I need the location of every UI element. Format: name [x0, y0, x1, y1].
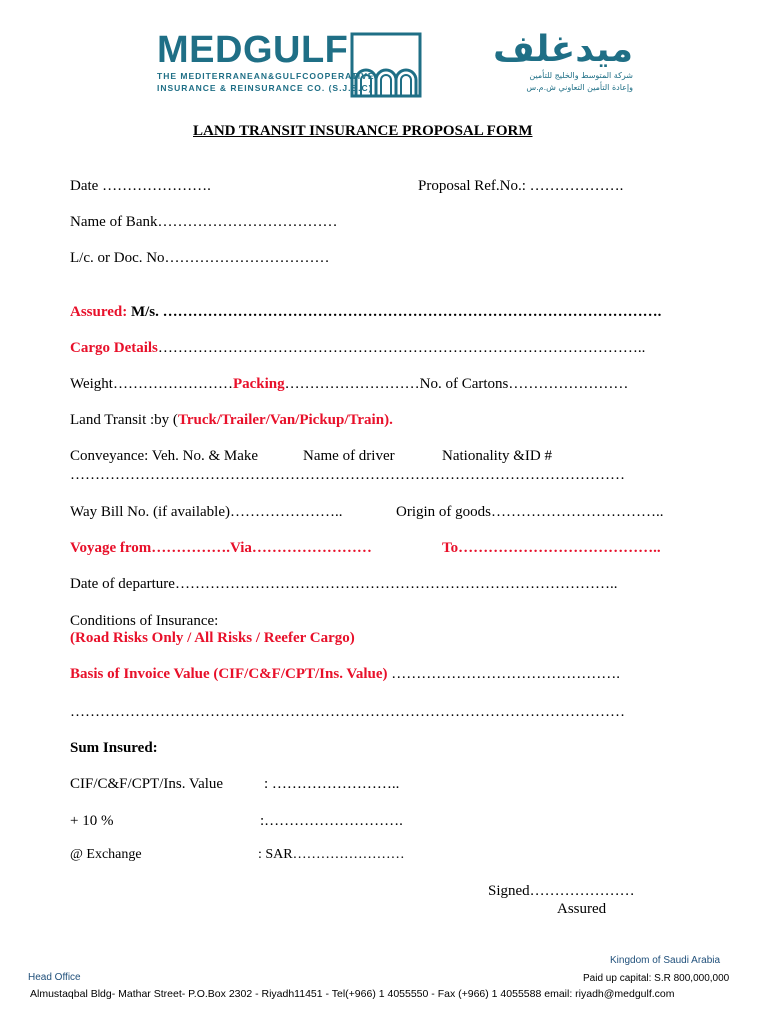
assured-value: M/s. ……………………………………………………………………………………….: [127, 304, 662, 320]
weight-packing-cartons-field[interactable]: [70, 375, 628, 393]
footer-address: Almustaqbal Bldg- Mathar Street- P.O.Box 2302 - Riyadh11451 - Tel(+966) 1 4055550 - Fax (+966) 1 4055588 email: riyadh@medgulf.com: [30, 988, 675, 1000]
exchange-value-field[interactable]: : SAR……………………: [258, 847, 405, 862]
exchange-label: @ Exchange: [70, 847, 142, 862]
cif-value-field[interactable]: : ……………………..: [264, 776, 400, 792]
cargo-details-field[interactable]: [70, 339, 645, 357]
land-transit-modes: Truck/Trailer/Van/Pickup/Train).: [177, 412, 393, 428]
assured-label: Assured:: [70, 304, 128, 320]
date-field[interactable]: Date ………………….: [70, 178, 211, 194]
cargo-details-label: Cargo Details: [70, 340, 158, 356]
conveyance-label: Conveyance: Veh. No. & Make: [70, 448, 259, 464]
lc-doc-field[interactable]: L/c. or Doc. No……………………………: [70, 250, 330, 266]
logo-subtitle-2: INSURANCE & REINSURANCE CO. (S.J.S.C): [157, 83, 373, 93]
signed-field[interactable]: Signed…………………: [488, 883, 635, 899]
basis-field[interactable]: [70, 665, 620, 683]
plus-ten-label: + 10 %: [70, 813, 114, 829]
cargo-details-dots: ……………………………………………………………………………………..: [157, 340, 646, 356]
assured-signature-label: Assured: [557, 901, 607, 917]
departure-date-field[interactable]: Date of departure……………………………………………………………………………..: [70, 576, 618, 592]
nationality-label: Nationality &ID #: [442, 448, 552, 464]
basis-label: Basis of Invoice Value (CIF/C&F/CPT/Ins. Value): [70, 666, 388, 682]
bank-name-field[interactable]: Name of Bank………………………………: [70, 214, 338, 230]
logo-arabic-subtitle-1: شركة المتوسط والخليج للتأمين: [529, 71, 633, 80]
form-title: LAND TRANSIT INSURANCE PROPOSAL FORM: [193, 123, 533, 139]
voyage-from-field[interactable]: Voyage from…………….Via……………………: [70, 540, 372, 556]
waybill-field[interactable]: Way Bill No. (if available)…………………..: [70, 504, 343, 520]
voyage-to-field[interactable]: To…………………………………..: [442, 540, 661, 556]
conveyance-dots[interactable]: …………………………………………………………………………………………………: [70, 467, 625, 483]
logo-arabic-text: ميدغلف: [493, 29, 633, 70]
cif-label: CIF/C&F/CPT/Ins. Value: [70, 776, 224, 792]
country-label: Kingdom of Saudi Arabia: [610, 955, 721, 966]
basis-dots-line[interactable]: …………………………………………………………………………………………………: [70, 704, 625, 720]
logo-latin-text: MEDGULF: [157, 29, 349, 71]
head-office-label: Head Office: [28, 972, 81, 983]
conditions-label: Conditions of Insurance:: [70, 613, 219, 629]
plus-ten-value-field[interactable]: :……………………….: [260, 813, 403, 829]
land-transit-field[interactable]: [70, 411, 393, 429]
driver-label: Name of driver: [303, 448, 395, 464]
origin-field[interactable]: Origin of goods……………………………..: [396, 504, 664, 520]
assured-field[interactable]: [70, 303, 661, 321]
basis-dots: ……………………………………….: [387, 666, 621, 682]
logo-arches-icon: [350, 32, 422, 98]
packing-label: Packing: [232, 376, 285, 392]
cartons-label: ………………………No. of Cartons……………………: [284, 376, 629, 392]
logo-subtitle-1: THE MEDITERRANEAN&GULFCOOPERATIVE: [157, 71, 375, 81]
paid-up-capital: Paid up capital: S.R 800,000,000: [583, 973, 730, 984]
proposal-ref-field[interactable]: Proposal Ref.No.: ……………….: [418, 178, 624, 194]
land-transit-label: Land Transit :by (: [70, 412, 178, 428]
logo-arabic-subtitle-2: وإعادة التأمين التعاوني ش.م.س: [526, 83, 633, 92]
conditions-options[interactable]: (Road Risks Only / All Risks / Reefer Cargo): [70, 630, 355, 646]
weight-label: Weight……………………: [70, 376, 233, 392]
sum-insured-heading: Sum Insured:: [70, 740, 158, 756]
